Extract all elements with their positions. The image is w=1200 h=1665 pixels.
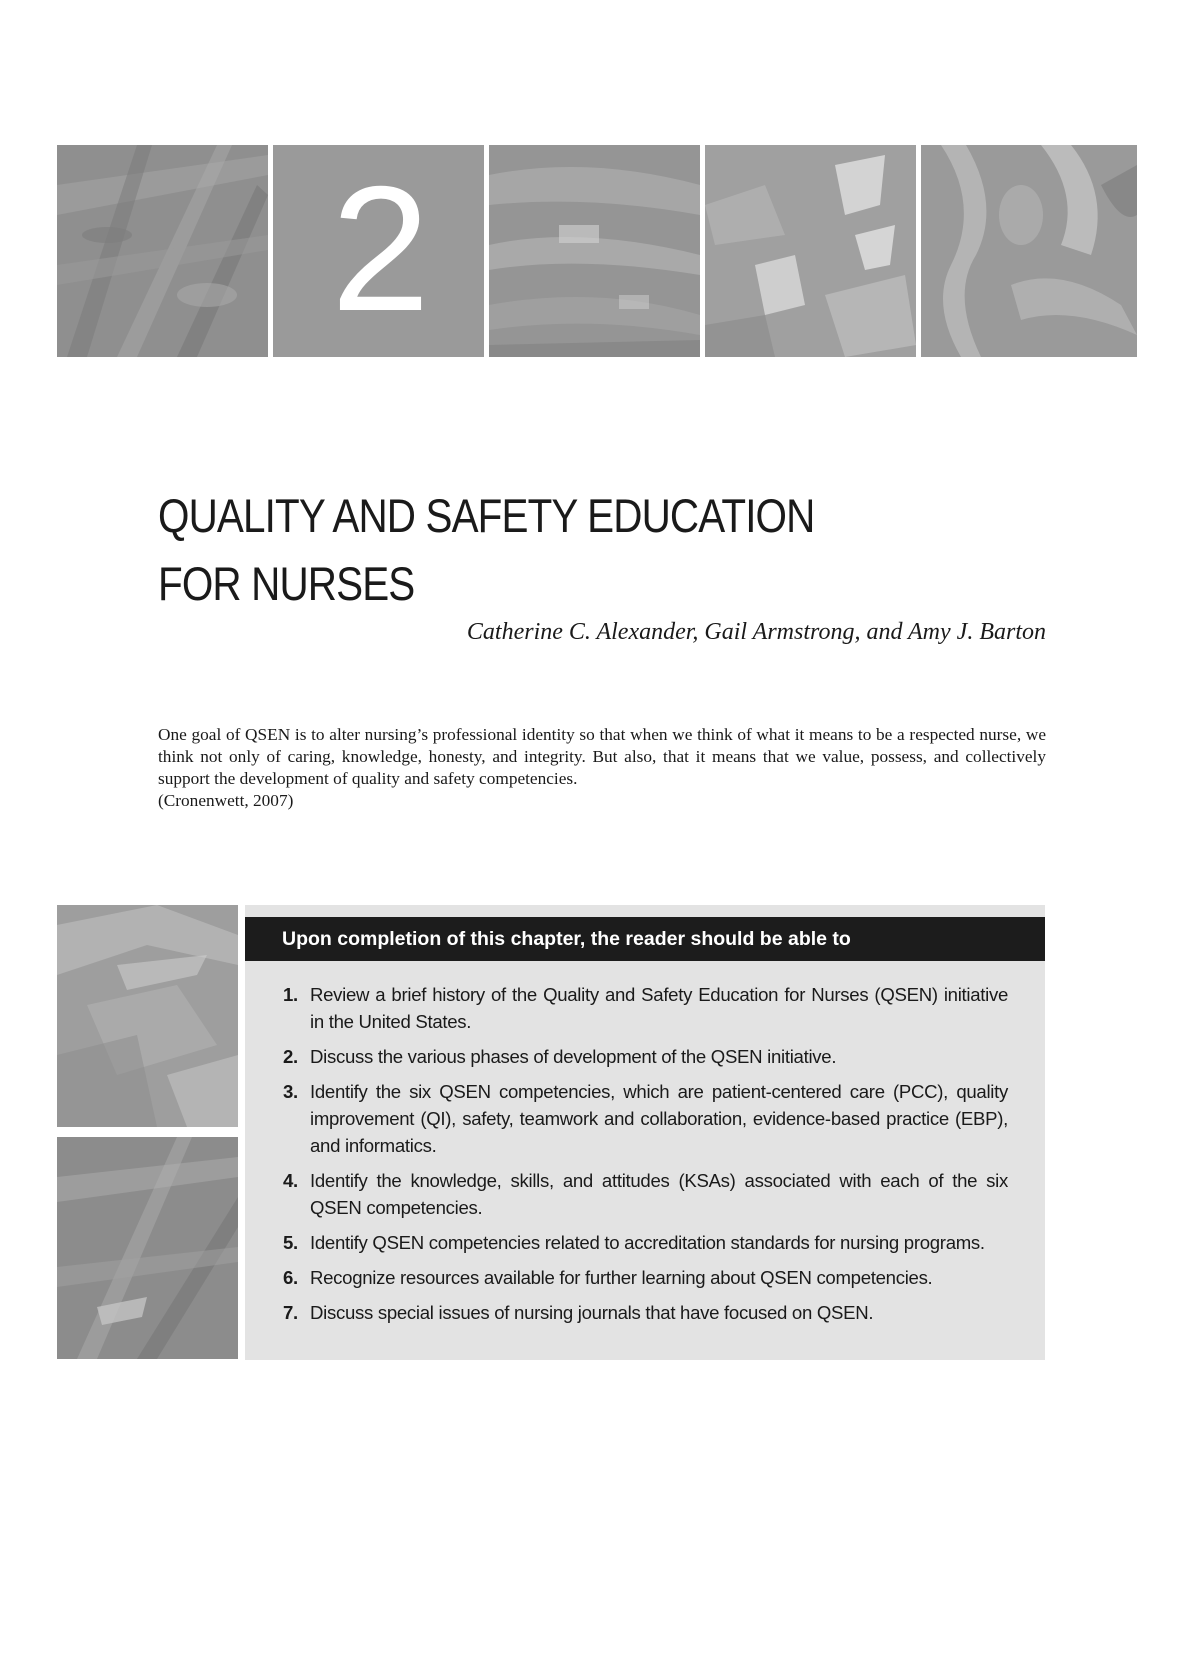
objective-number: 4. — [283, 1170, 298, 1191]
objective-text: Identify the knowledge, skills, and attitudes (KSAs) associated with each of the six QSEN competencies. — [310, 1170, 1008, 1218]
objective-number: 2. — [283, 1046, 298, 1067]
objective-number: 5. — [283, 1232, 298, 1253]
objectives-list — [283, 981, 1008, 1334]
objective-text: Review a brief history of the Quality and Safety Education for Nurses (QSEN) initiative in the United States. — [310, 984, 1008, 1032]
texture-tile — [921, 145, 1137, 357]
objective-text: Identify QSEN competencies related to accreditation standards for nursing programs. — [310, 1232, 985, 1253]
chapter-number: 2 — [331, 149, 426, 348]
objective-item — [283, 1043, 1008, 1070]
objective-number: 3. — [283, 1081, 298, 1102]
objective-item — [283, 1299, 1008, 1326]
texture-tile — [489, 145, 700, 357]
objective-item — [283, 1167, 1008, 1221]
side-texture-tile — [57, 905, 238, 1127]
objective-text: Discuss the various phases of development of the QSEN initiative. — [310, 1046, 837, 1067]
chapter-title — [158, 482, 932, 618]
chapter-title-line-2: FOR NURSES — [158, 557, 415, 610]
learning-objectives-box — [245, 905, 1045, 1360]
epigraph — [158, 724, 1046, 812]
texture-tile — [705, 145, 916, 357]
epigraph-text: One goal of QSEN is to alter nursing’s professional identity so that when we think of what it means to be a respected nurse, we think not only of caring, knowledge, honesty, and integrity. But also, that it means that we value, possess, and collectively support the development of quality and safety competencies. — [158, 725, 1046, 788]
objectives-header: Upon completion of this chapter, the reader should be able to — [245, 917, 1045, 961]
objective-number: 1. — [283, 984, 298, 1005]
texture-tile — [57, 145, 268, 357]
objective-text: Discuss special issues of nursing journals that have focused on QSEN. — [310, 1302, 874, 1323]
chapter-authors: Catherine C. Alexander, Gail Armstrong, and Amy J. Barton — [466, 619, 1046, 645]
objective-text: Identify the six QSEN competencies, which are patient-centered care (PCC), quality improvement (QI), safety, teamwork and collaboration, evidence-based practice (EBP), and informatics. — [310, 1081, 1008, 1156]
epigraph-citation: (Cronenwett, 2007) — [158, 791, 294, 810]
chapter-banner — [57, 145, 1137, 357]
side-texture-tile — [57, 1137, 238, 1359]
objective-item — [283, 981, 1008, 1035]
objective-item — [283, 1264, 1008, 1291]
chapter-title-line-1: QUALITY AND SAFETY EDUCATION — [158, 489, 815, 542]
objective-number: 6. — [283, 1267, 298, 1288]
objective-number: 7. — [283, 1302, 298, 1323]
objective-item — [283, 1078, 1008, 1159]
objective-item — [283, 1229, 1008, 1256]
objective-text: Recognize resources available for further learning about QSEN competencies. — [310, 1267, 933, 1288]
chapter-number-tile — [273, 145, 484, 357]
